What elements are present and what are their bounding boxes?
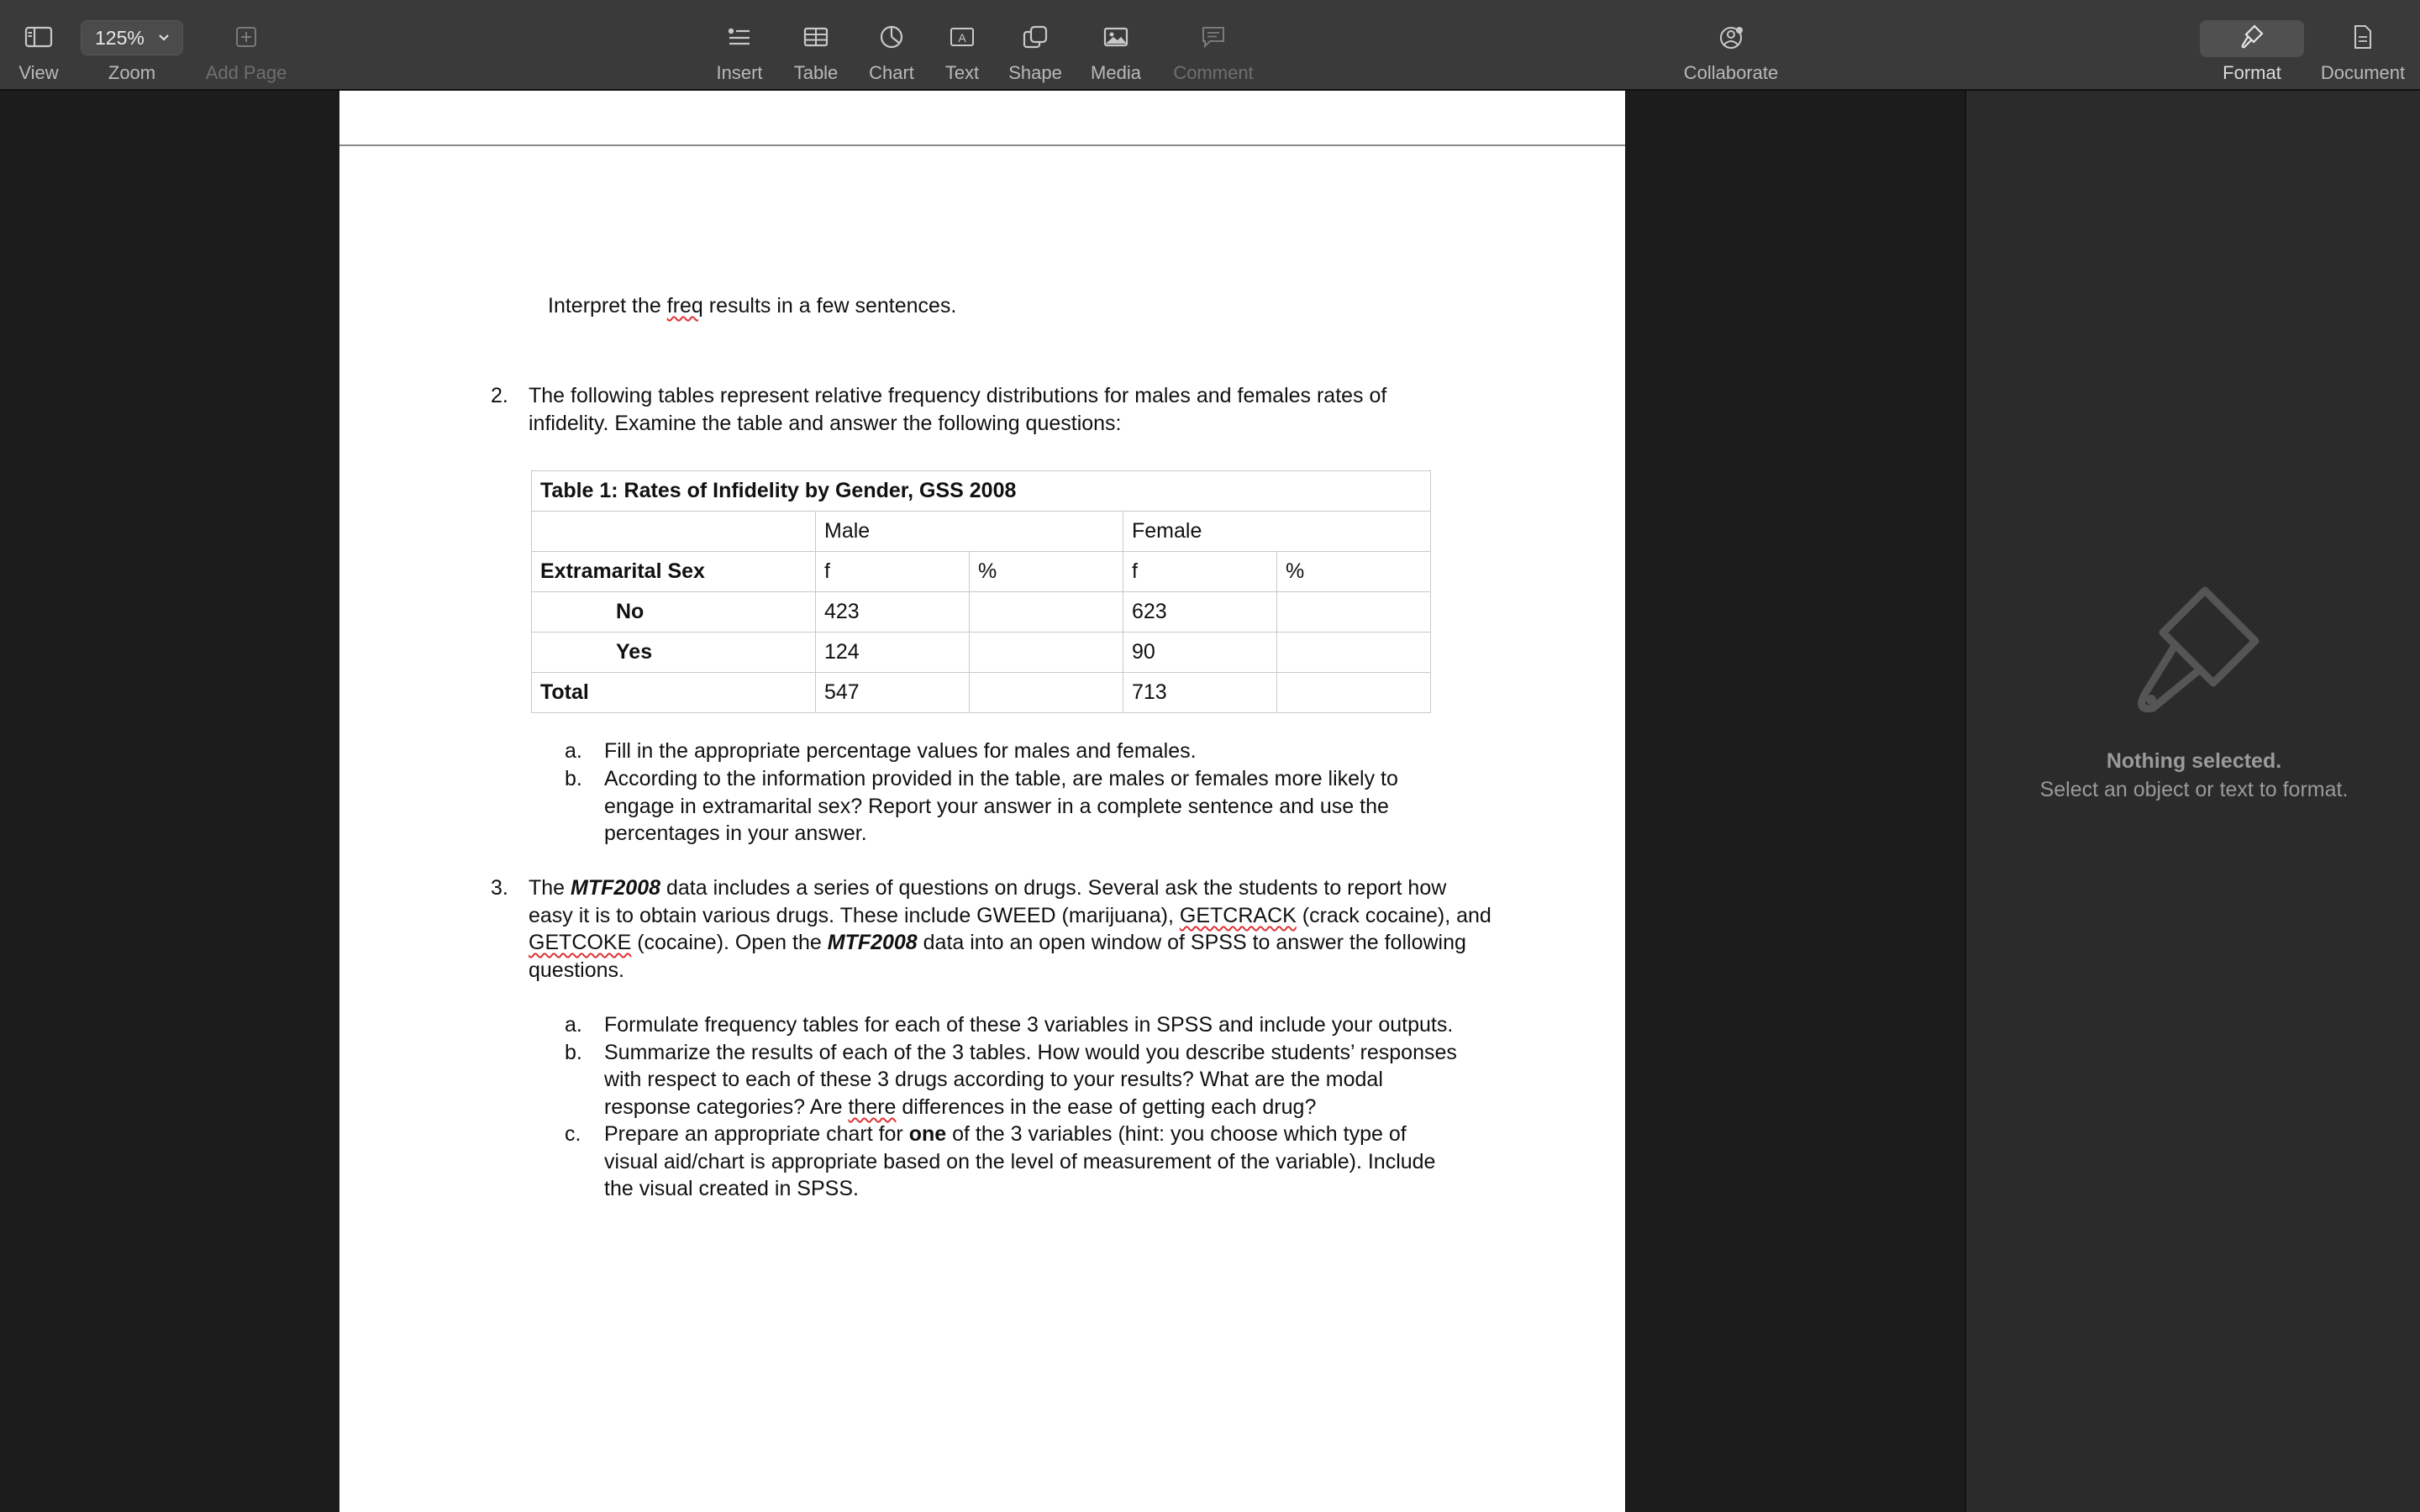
q3-line-1[interactable] (529, 874, 1446, 902)
text-label: Text (944, 62, 980, 83)
document-icon (2352, 18, 2374, 55)
q3c-line-1[interactable] (604, 1121, 1407, 1148)
female-pct-no[interactable] (1277, 592, 1431, 633)
comment-icon (1200, 18, 1227, 55)
table-row (532, 552, 1431, 592)
chart-button[interactable] (862, 0, 921, 91)
table-row (532, 673, 1431, 713)
row-label-total[interactable]: Total (532, 673, 816, 713)
female-pct-header[interactable]: % (1277, 552, 1431, 592)
grammar-flag-there: there (848, 1095, 897, 1119)
chart-pie-icon (879, 18, 904, 55)
table-title[interactable]: Table 1: Rates of Infidelity by Gender, GSS 2008 (532, 471, 1431, 512)
row-label-no[interactable]: No (532, 592, 816, 633)
q2a-letter: a. (565, 739, 582, 763)
sidebar-toggle-icon (24, 18, 53, 55)
media-button[interactable] (1084, 0, 1148, 91)
table-row (532, 512, 1431, 552)
page-divider (339, 144, 1625, 146)
q3a-letter: a. (565, 1013, 582, 1037)
text-box-icon (949, 18, 976, 55)
interpret-instruction[interactable] (548, 292, 956, 320)
text-run: response categories? Are (604, 1095, 849, 1119)
insert-list-icon (726, 18, 753, 55)
male-f-header[interactable]: f (816, 552, 970, 592)
view-button[interactable] (12, 0, 66, 91)
add-page-label: Add Page (205, 62, 287, 83)
insert-button[interactable] (708, 0, 771, 91)
format-sidebar (1965, 91, 2420, 1512)
format-label: Format (2223, 62, 2281, 83)
add-page-icon (234, 18, 258, 55)
text-run: differences in the ease of getting each drug? (896, 1095, 1317, 1119)
q2b-line-3[interactable]: percentages in your answer. (604, 822, 867, 845)
nothing-selected-title: Nothing selected. (2106, 749, 2282, 773)
shape-button[interactable] (1003, 0, 1067, 91)
add-page-button[interactable] (198, 0, 294, 91)
table-row (532, 633, 1431, 673)
toolbar (0, 0, 2420, 91)
female-pct-yes[interactable] (1277, 633, 1431, 673)
zoom-value: 125% (95, 26, 145, 49)
spelling-flag-getcrack: GETCRACK (1179, 904, 1297, 927)
male-pct-header[interactable]: % (970, 552, 1123, 592)
q2-line-1[interactable]: The following tables represent relative frequency distributions for males and females rates of (529, 384, 1387, 407)
text-run: The (529, 876, 571, 900)
male-f-no[interactable]: 423 (816, 592, 970, 633)
collaborate-button[interactable] (1672, 0, 1790, 91)
zoom-item (99, 0, 165, 91)
q3c-letter: c. (565, 1122, 581, 1146)
female-f-no[interactable]: 623 (1123, 592, 1277, 633)
document-page[interactable] (339, 91, 1625, 1512)
interpret-text-pre: Interpret the (548, 294, 667, 318)
table-cell[interactable] (532, 512, 816, 552)
text-button[interactable] (938, 0, 986, 91)
male-pct-yes[interactable] (970, 633, 1123, 673)
table-title-row (532, 471, 1431, 512)
female-header[interactable]: Female (1123, 512, 1431, 552)
male-f-total[interactable]: 547 (816, 673, 970, 713)
q2b-line-2[interactable]: engage in extramarital sex? Report your answer in a complete sentence and use the (604, 795, 1389, 818)
shape-icon (1022, 18, 1049, 55)
collaborate-label: Collaborate (1683, 62, 1779, 83)
text-run: Prepare an appropriate chart for (604, 1122, 909, 1146)
q3c-line-3[interactable]: the visual created in SPSS. (604, 1177, 859, 1200)
q2-number: 2. (491, 384, 508, 407)
chart-label: Chart (869, 62, 914, 83)
text-run: data into an open window of SPSS to answer the following (917, 931, 1466, 954)
q3a-text[interactable]: Formulate frequency tables for each of these 3 variables in SPSS and include your outputs. (604, 1013, 1454, 1037)
document-label: Document (2320, 62, 2406, 83)
zoom-label: Zoom (108, 62, 156, 83)
svg-text:A: A (958, 31, 966, 45)
female-f-yes[interactable]: 90 (1123, 633, 1277, 673)
q3c-line-2[interactable]: visual aid/chart is appropriate based on the level of measurement of the variable). Include (604, 1150, 1436, 1173)
female-pct-total[interactable] (1277, 673, 1431, 713)
spelling-flag-freq: freq (666, 294, 703, 318)
text-run: (crack cocaine), and (1296, 904, 1491, 927)
q3b-line-2[interactable]: with respect to each of these 3 drugs according to your results? What are the modal (604, 1068, 1383, 1091)
dataset-name: MTF2008 (827, 931, 918, 954)
male-pct-total[interactable] (970, 673, 1123, 713)
format-button[interactable] (2210, 0, 2294, 91)
q2-line-2[interactable]: infidelity. Examine the table and answer the following questions: (529, 412, 1122, 435)
paintbrush-icon (2239, 18, 2265, 55)
q3-line-2[interactable] (529, 902, 1491, 930)
table-button[interactable] (786, 0, 845, 91)
text-run: easy it is to obtain various drugs. These include GWEED (marijuana), (529, 904, 1180, 927)
q3b-line-1[interactable]: Summarize the results of each of the 3 tables. How would you describe students’ responses (604, 1041, 1457, 1064)
shape-label: Shape (1008, 62, 1062, 83)
q2b-letter: b. (565, 767, 582, 790)
comment-button[interactable] (1165, 0, 1262, 91)
table-row (532, 592, 1431, 633)
text-run: (cocaine). Open the (631, 931, 828, 954)
male-header[interactable]: Male (816, 512, 1123, 552)
nothing-selected-subtitle: Select an object or text to format. (2039, 778, 2349, 801)
q3-line-4[interactable]: questions. (529, 958, 624, 982)
emphasis-one: one (908, 1122, 947, 1146)
media-label: Media (1091, 62, 1141, 83)
q2b-line-1[interactable]: According to the information provided in the table, are males or females more likely to (604, 767, 1398, 790)
view-label: View (18, 62, 59, 83)
paintbrush-placeholder-icon (2128, 582, 2262, 738)
male-pct-no[interactable] (970, 592, 1123, 633)
collaborate-icon (1717, 18, 1745, 55)
text-run: of the 3 variables (hint: you choose which type of (946, 1122, 1407, 1146)
table-label: Table (793, 62, 839, 83)
media-image-icon (1102, 18, 1129, 55)
q2a-text[interactable]: Fill in the appropriate percentage values for males and females. (604, 739, 1197, 763)
document-button[interactable] (2311, 0, 2415, 91)
q3b-line-3[interactable] (604, 1094, 1316, 1121)
q3b-letter: b. (565, 1041, 582, 1064)
comment-label: Comment (1173, 62, 1254, 83)
row-label-yes[interactable]: Yes (532, 633, 816, 673)
table-icon (802, 18, 829, 55)
female-f-total[interactable]: 713 (1123, 673, 1277, 713)
extramarital-sex-header[interactable]: Extramarital Sex (532, 552, 816, 592)
text-run: data includes a series of questions on drugs. Several ask the students to report how (660, 876, 1447, 900)
q3-number: 3. (491, 876, 508, 900)
male-f-yes[interactable]: 124 (816, 633, 970, 673)
spelling-flag-getcoke: GETCOKE (529, 931, 632, 954)
infidelity-table[interactable] (531, 470, 1431, 713)
q3-line-3[interactable] (529, 929, 1466, 957)
female-f-header[interactable]: f (1123, 552, 1277, 592)
interpret-text-post: results in a few sentences. (702, 294, 957, 318)
insert-label: Insert (716, 62, 763, 83)
dataset-name: MTF2008 (571, 876, 661, 900)
